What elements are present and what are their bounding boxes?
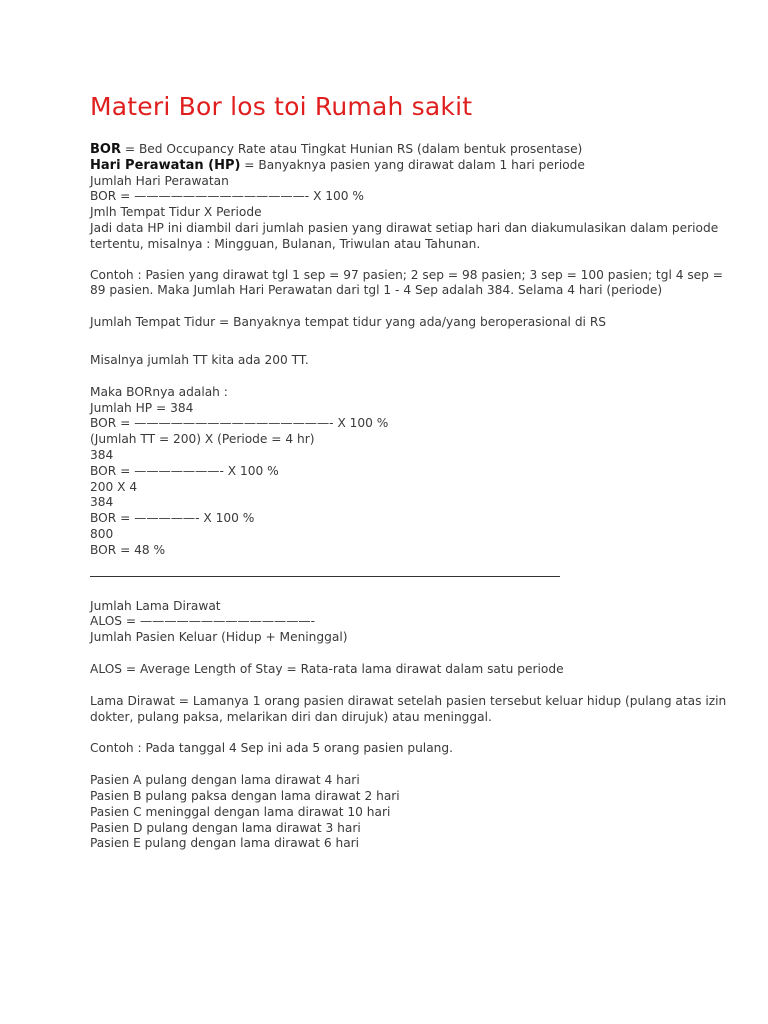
- alos-formula-line: ALOS = ——————————————-: [90, 614, 316, 629]
- list-item: Pasien C meninggal dengan lama dirawat 10 hari: [90, 804, 391, 819]
- list-item: Pasien B pulang paksa dengan lama dirawat 2 hari: [90, 788, 400, 803]
- calc-line: 384: [90, 495, 114, 510]
- lama-dirawat-definition: Lama Dirawat = Lamanya 1 orang pasien dirawat setelah pasien tersebut keluar hidup (pulang atas izin dokter, pulang paksa, melarikan diri dan dirujuk) atau meninggal.: [90, 693, 727, 724]
- bor-formula-line: BOR = ——————————————- X 100 %: [90, 189, 365, 204]
- page-title: Materi Bor los toi Rumah sakit: [90, 92, 473, 121]
- calc-line: BOR = ———————- X 100 %: [90, 463, 279, 478]
- hp-definition-text: = Banyaknya pasien yang dirawat dalam 1 hari periode: [240, 157, 585, 172]
- alos-definition: ALOS = Average Length of Stay = Rata-rata lama dirawat dalam satu periode: [90, 661, 564, 676]
- bor-definition: [90, 142, 730, 158]
- hp-definition: [90, 158, 730, 174]
- alos-formula-numerator: Jumlah Lama Dirawat: [90, 598, 221, 613]
- calc-line: BOR = ————————————————- X 100 %: [90, 416, 389, 431]
- bor-definition-text: = Bed Occupancy Rate atau Tingkat Hunian RS (dalam bentuk prosentase): [120, 142, 583, 156]
- list-item: Pasien A pulang dengan lama dirawat 4 hari: [90, 773, 360, 788]
- calc-line: 384: [90, 447, 114, 462]
- calc-line: Jumlah HP = 384: [90, 400, 194, 415]
- bor-formula-denominator: Jmlh Tempat Tidur X Periode: [90, 205, 262, 220]
- patient-list: [90, 773, 730, 852]
- example-paragraph-hp: Contoh : Pasien yang dirawat tgl 1 sep = 97 pasien; 2 sep = 98 pasien; 3 sep = 100 pasien; tgl 4 sep = 89 pasien. Maka Jumlah Hari Perawatan dari tgl 1 - 4 Sep adalah 384. Selama 4 hari (periode): [90, 267, 724, 298]
- list-item: Pasien D pulang dengan lama dirawat 3 hari: [90, 820, 361, 835]
- calc-line: BOR = 48 %: [90, 542, 166, 557]
- calc-line: 200 X 4: [90, 479, 138, 494]
- bor-term: BOR: [90, 142, 121, 157]
- calc-line: BOR = —————- X 100 %: [90, 511, 255, 526]
- calc-line: 800: [90, 526, 114, 541]
- list-item: Pasien E pulang dengan lama dirawat 6 hari: [90, 836, 360, 851]
- alos-formula: [90, 599, 730, 646]
- calc-line: (Jumlah TT = 200) X (Periode = 4 hr): [90, 432, 315, 447]
- bor-formula-numerator: Jumlah Hari Perawatan: [90, 173, 229, 188]
- tt-definition: Jumlah Tempat Tidur = Banyaknya tempat tidur yang ada/yang beroperasional di RS: [90, 315, 607, 330]
- calc-line: Maka BORnya adalah :: [90, 384, 228, 399]
- document-body: [90, 92, 730, 852]
- tt-example: Misalnya jumlah TT kita ada 200 TT.: [90, 352, 309, 367]
- bor-calculation: [90, 385, 730, 559]
- hp-term: Hari Perawatan (HP): [90, 157, 241, 173]
- example-paragraph-alos: Contoh : Pada tanggal 4 Sep ini ada 5 orang pasien pulang.: [90, 741, 454, 756]
- hp-explanation: Jadi data HP ini diambil dari jumlah pasien yang dirawat setiap hari dan diakumulasikan dalam periode tertentu, misalnya : Mingguan, Bulanan, Triwulan atau Tahunan.: [90, 220, 719, 251]
- alos-formula-denominator: Jumlah Pasien Keluar (Hidup + Meninggal): [90, 630, 348, 645]
